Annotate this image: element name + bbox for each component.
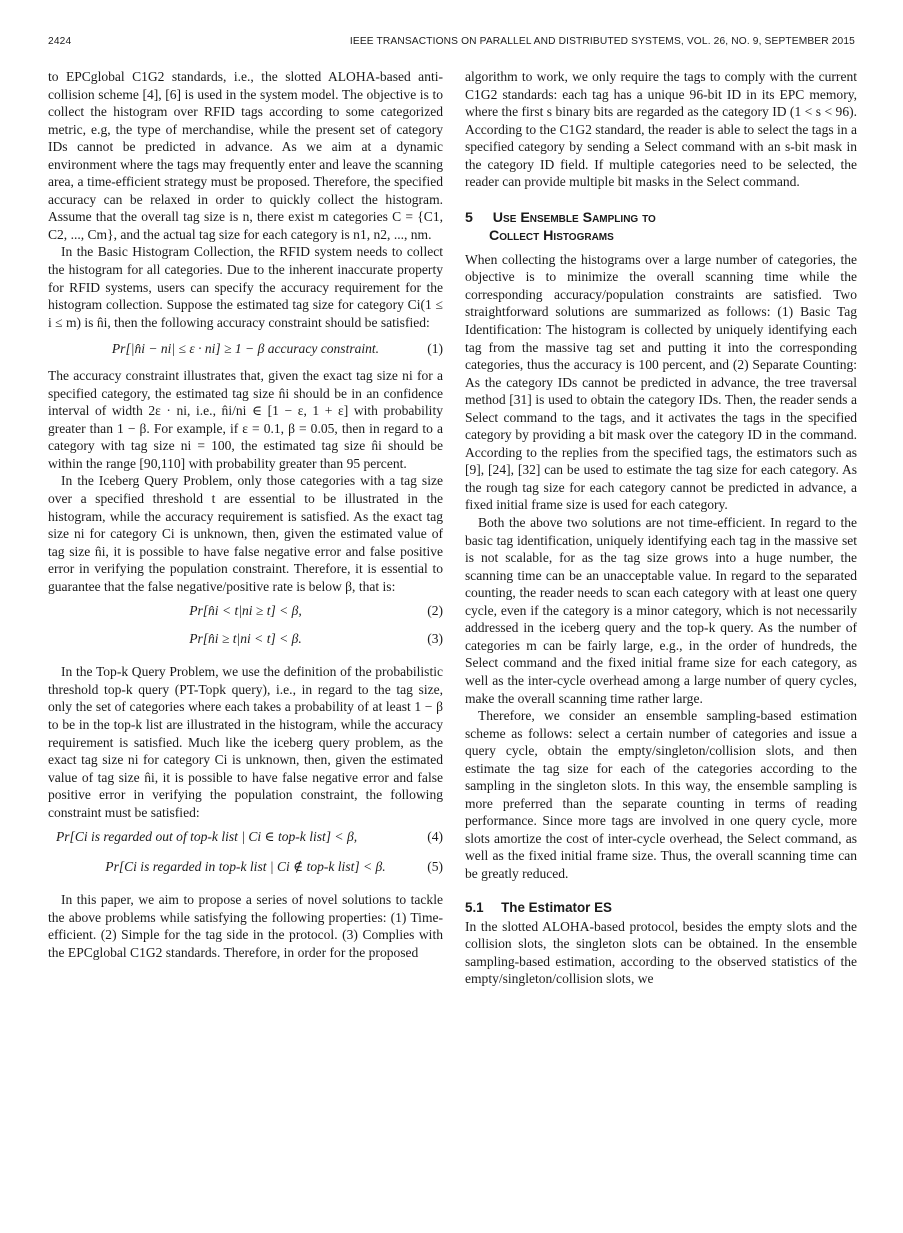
left-column xyxy=(48,68,443,961)
page-number: 2424 xyxy=(48,36,72,47)
equation-1 xyxy=(48,339,443,359)
equation-5-number: (5) xyxy=(427,859,443,875)
left-paragraph-aim: In this paper, we aim to propose a series of novel solutions to tackle the above problems while satisfying the following properties: (1) Time-efficient. (2) Simple for the tag side in the protocol. (3) Complies with the EPCglobal C1G2 standards. Therefore, in order for the proposed xyxy=(48,892,443,960)
equation-1-number: (1) xyxy=(427,341,443,357)
journal-running-head: IEEE TRANSACTIONS ON PARALLEL AND DISTRIBUTED SYSTEMS, VOL. 26, NO. 9, SEPTEMBER 2015 xyxy=(349,36,855,47)
left-paragraph-intro: to EPCglobal C1G2 standards, i.e., the slotted ALOHA-based anti-collision scheme [4], [6] is used in the system model. The objective is to collect the histogram over RFID tags according to some categorized metric, e.g, the type of merchandise, while the present set of category IDs cannot be predicted in advance. As we aim at a dynamic environment where the tags may frequently enter and leave the scanning area, a time-efficient strategy must be proposed. Therefore, the specified accuracy can be relaxed in order to quickly collect the histogram. Assume that the overall tag size is n, there exist m categories C = {C1, C2, ..., Cm}, and the actual tag size for each category is n1, n2, ..., nm. xyxy=(48,69,443,242)
section-title-line-1: Use Ensemble Sampling to xyxy=(492,209,656,226)
page-header xyxy=(48,36,855,52)
equation-3-body: Pr[n̂i ≥ t|ni < t] < β. xyxy=(189,631,302,647)
equation-5-body: Pr[Ci is regarded in top-k list | Ci ∉ top-k list] < β. xyxy=(105,859,386,875)
subsection-number: 5.1 xyxy=(465,899,484,915)
equation-3-number: (3) xyxy=(427,631,443,647)
right-paragraph-estimator: In the slotted ALOHA-based protocol, besides the empty slots and the collision slots, the singleton slots can be obtained. In the ensemble sampling-based estimation, according to the observed statistics of the empty/singleton/collision slots, we xyxy=(465,918,857,987)
equation-4 xyxy=(48,827,443,847)
left-paragraph-basic-histogram: In the Basic Histogram Collection, the RFID system needs to collect the histogram for all categories. Due to the inherent inaccurate property for RFID systems, users can specify the accuracy requirement for the histogram collection. Suppose the estimated tag size for category Ci(1 ≤ i ≤ m) is n̂i, then the following accuracy constraint should be satisfied: xyxy=(48,244,443,330)
equation-4-number: (4) xyxy=(427,829,443,845)
subsection-5-1-heading xyxy=(465,899,857,916)
left-paragraph-accuracy: The accuracy constraint illustrates that, given the exact tag size ni for a specified category, the estimated tag size n̂i should be in an confidence interval of width 2ε · ni, i.e., n̂i/ni ∈ [1 − ε, 1 + ε] with probability greater than 1 − β. For example, if ε = 0.1, β = 0.05, then in regard to a category with tag size ni = 100, the estimated tag size n̂i should be within the range [90,110] with probability greater than 95 percent. xyxy=(48,368,443,471)
left-paragraph-iceberg: In the Iceberg Query Problem, only those categories with a tag size over a specified threshold t are essential to be illustrated in the histogram, while the accuracy requirement is satisfied. As the exact tag size ni for category Ci is unknown, then, given the estimated value of tag size n̂i, it is possible to have false negative error and false positive error in verifying the population constraint. Therefore, it is essential to guarantee that the false negative/positive rate is below β, that is: xyxy=(48,473,443,594)
right-column xyxy=(465,68,857,988)
equation-2-body: Pr[n̂i < t|ni ≥ t] < β, xyxy=(189,603,302,619)
right-paragraph-ensemble: Therefore, we consider an ensemble sampling-based estimation scheme as follows: select a certain number of categories and issue a query cycle, obtain the empty/singleton/collision slots, and then estimate the tag size for each of the categories according to the sampling in the singleton slots. In this way, the ensemble sampling is more preferred than the separate counting in terms of reading performance. Since more tags are involved in one query cycle, more slots amortize the cost of inter-cycle overhead, the Select command, as well as the fixed initial frame size. Thus, the overall scanning time can be greatly reduced. xyxy=(465,708,857,881)
equation-2 xyxy=(48,601,443,621)
equation-1-body: Pr[|n̂i − ni| ≤ ε · ni] ≥ 1 − β accuracy constraint. xyxy=(111,341,380,357)
right-paragraph-not-efficient: Both the above two solutions are not time-efficient. In regard to the basic tag identification, uniquely identifying each tag in the massive set is not scalable, for as the tag size grows into a huge number, the scanning time can be an unacceptable value. In regard to the separated counting, the reader needs to scan each category with at least one query cycle, even if the category is a minor category, which is not necessarily addressed in the iceberg query and the top-k query. As the number of categories m can be fairly large, e.g., in the order of hundreds, the Select command and the fixed initial frame size for each category, as well as the inter-cycle overhead among a large number of query cycles, make the overall scanning time rather large. xyxy=(465,515,857,706)
subsection-title: The Estimator ES xyxy=(501,899,612,915)
left-paragraph-topk: In the Top-k Query Problem, we use the definition of the probabilistic threshold top-k query (PT-Topk query), i.e., in regard to the tag size, only the set of categories where each takes a probability of at least 1 − β to be in the top-k list are illustrated in the histogram, while the accuracy requirement is satisfied. Much like the iceberg query problem, as the exact tag size ni for category Ci is unknown, then, given the estimated value of tag size n̂i, it is possible to have false negative error and false positive error in verifying the population constraint, the following constraint must be satisfied: xyxy=(48,664,443,820)
equation-2-number: (2) xyxy=(427,603,443,619)
equation-4-body: Pr[Ci is regarded out of top-k list | Ci ∈ top-k list] < β, xyxy=(56,829,358,845)
section-title-line-2: Collect Histograms xyxy=(489,227,614,244)
section-number: 5 xyxy=(465,209,473,226)
equation-5 xyxy=(48,857,443,877)
right-paragraph-c1g2: algorithm to work, we only require the tags to comply with the current C1G2 standards: each tag has a unique 96-bit ID in its EPC memory, where the first s binary bits are regarded as the category ID (1 < s < 96). According to the C1G2 standard, the reader is able to select the tags in a specified category by sending a Select command with an s-bit mask in the category ID field. If multiple categories need to be selected, the reader can provide multiple bit masks in the Select command. xyxy=(465,69,857,190)
equation-3 xyxy=(48,629,443,649)
right-paragraph-solutions: When collecting the histograms over a large number of categories, the objective is to minimize the overall scanning time while the corresponding accuracy/population constraints are satisfied. Two straightforward solutions are summarized as follows: (1) Basic Tag Identification: The histogram is collected by uniquely identifying each tag from the massive tag set and putting it into the corresponding categories, thus the accuracy is 100 percent, and (2) Separate Counting: As the category IDs cannot be predicted in advance, the tree traversal method [31] is used to obtain the category IDs. Then, the reader sends a Select command to the tags, and it activates the tags in the specified category by providing a bit mask over the category ID in the command. According to the replies from the specified tags, the estimators such as [9], [24], [32] can be used to estimate the tag size for each category. As the rough tag size for each category cannot be predicted in advance, a fixed initial frame size is used for each category. xyxy=(465,251,857,513)
section-5-heading xyxy=(465,209,857,245)
